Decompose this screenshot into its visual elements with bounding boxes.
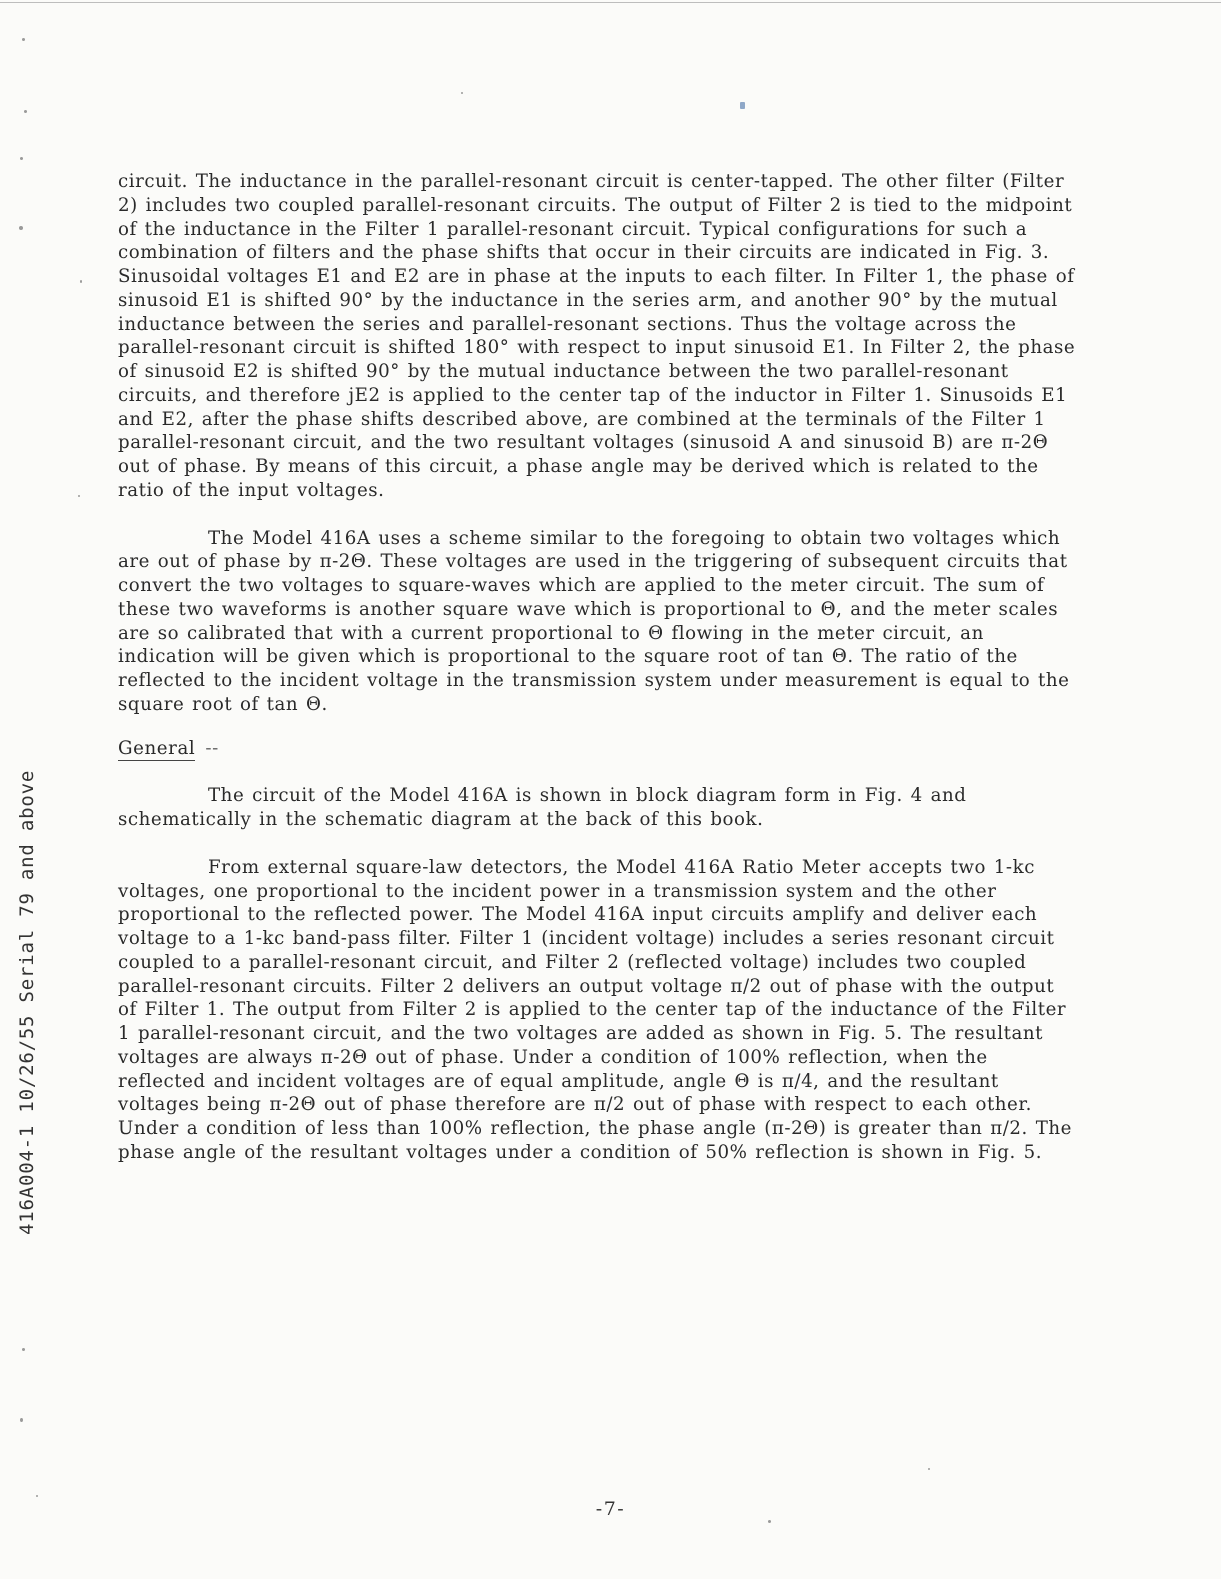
scan-speck (461, 92, 463, 94)
scan-speck (22, 1348, 25, 1351)
page-number: -7- (595, 1498, 626, 1520)
section-heading-label: General (118, 737, 196, 759)
paragraph-model-scheme: The Model 416A uses a scheme similar to the foregoing to obtain two voltages which are out of phase by π-2Θ. These voltages are used in the triggering of subsequent circuits that convert the two voltages to square-waves which are applied to the meter circuit. The sum of these two waveforms is another square wave which is proportional to Θ, and the meter scales are so calibrated that with a current proportional to Θ flowing in the meter circuit, an indication will be given which is proportional to the square root of tan Θ. The ratio of the reflected to the incident voltage in the transmission system under measurement is equal to the square root of tan Θ. (118, 527, 1070, 715)
section-heading-general (118, 737, 1078, 761)
scan-speck (20, 1418, 23, 1422)
paragraph-block-diagram: The circuit of the Model 416A is shown in block diagram form in Fig. 4 and schematically in the schematic diagram at the back of this book. (118, 785, 967, 830)
paragraph-filter-phase: circuit. The inductance in the parallel-resonant circuit is center-tapped. The other filter (Filter 2) includes two coupled parallel-resonant circuits. The output of Filter 2 is tied to the midpoint of the inductance in the Filter 1 parallel-resonant circuit. Typical configurations for such a combination of filters and the phase shifts that occur in their circuits are indicated in Fig. 3. Sinusoidal voltages E1 and E2 are in phase at the inputs to each filter. In Filter 1, the phase of sinusoid E1 is shifted 90° by the inductance in the series arm, and another 90° by the mutual inductance between the series and parallel-resonant sections. Thus the voltage across the parallel-resonant circuit is shifted 180° with respect to input sinusoid E1. In Filter 2, the phase of sinusoid E2 is shifted 90° by the mutual inductance between the two parallel-resonant circuits, and therefore jE2 is applied to the center tap of the inductor in Filter 1. Sinusoids E1 and E2, after the phase shifts described above, are combined at the terminals of the Filter 1 parallel-resonant circuit, and the two resultant voltages (sinusoid A and sinusoid B) are π-2Θ out of phase. By means of this circuit, a phase angle may be derived which is related to the ratio of the input voltages. (118, 171, 1076, 501)
scan-speck (80, 280, 82, 283)
scan-speck (19, 226, 23, 230)
scan-speck (928, 1468, 930, 1470)
scan-speck (36, 1495, 38, 1497)
scan-speck (740, 102, 745, 109)
document-id-label: 416A004-1 10/26/55 Serial 79 and above (16, 769, 38, 1235)
scan-speck (768, 1520, 771, 1523)
top-edge-rule (0, 2, 1221, 3)
section-heading-dash: -- (205, 737, 219, 759)
paragraph-square-law: From external square-law detectors, the Model 416A Ratio Meter accepts two 1-kc voltages, one proportional to the incident power in a transmission system and the other proportional to the reflected power. The Model 416A input circuits amplify and deliver each voltage to a 1-kc band-pass filter. Filter 1 (incident voltage) includes a series resonant circuit coupled to a parallel-resonant circuit, and Filter 2 (reflected voltage) includes two coupled parallel-resonant circuits. Filter 2 delivers an output voltage π/2 out of phase with the output of Filter 1. The output from Filter 2 is applied to the center tap of the inductance of the Filter 1 parallel-resonant circuit, and the two voltages are added as shown in Fig. 5. The resultant voltages are always π-2Θ out of phase. Under a condition of 100% reflection, when the reflected and incident voltages are of equal amplitude, angle Θ is π/4, and the resultant voltages being π-2Θ out of phase therefore are π/2 out of phase with respect to each other. Under a condition of less than 100% reflection, the phase angle (π-2Θ) is greater than π/2. The phase angle of the resultant voltages under a condition of 50% reflection is shown in Fig. 5. (118, 856, 1072, 1163)
scan-speck (22, 38, 25, 41)
scan-speck (20, 157, 23, 160)
scan-speck (24, 110, 27, 113)
body-text (118, 170, 1078, 1165)
scan-speck (78, 495, 80, 497)
